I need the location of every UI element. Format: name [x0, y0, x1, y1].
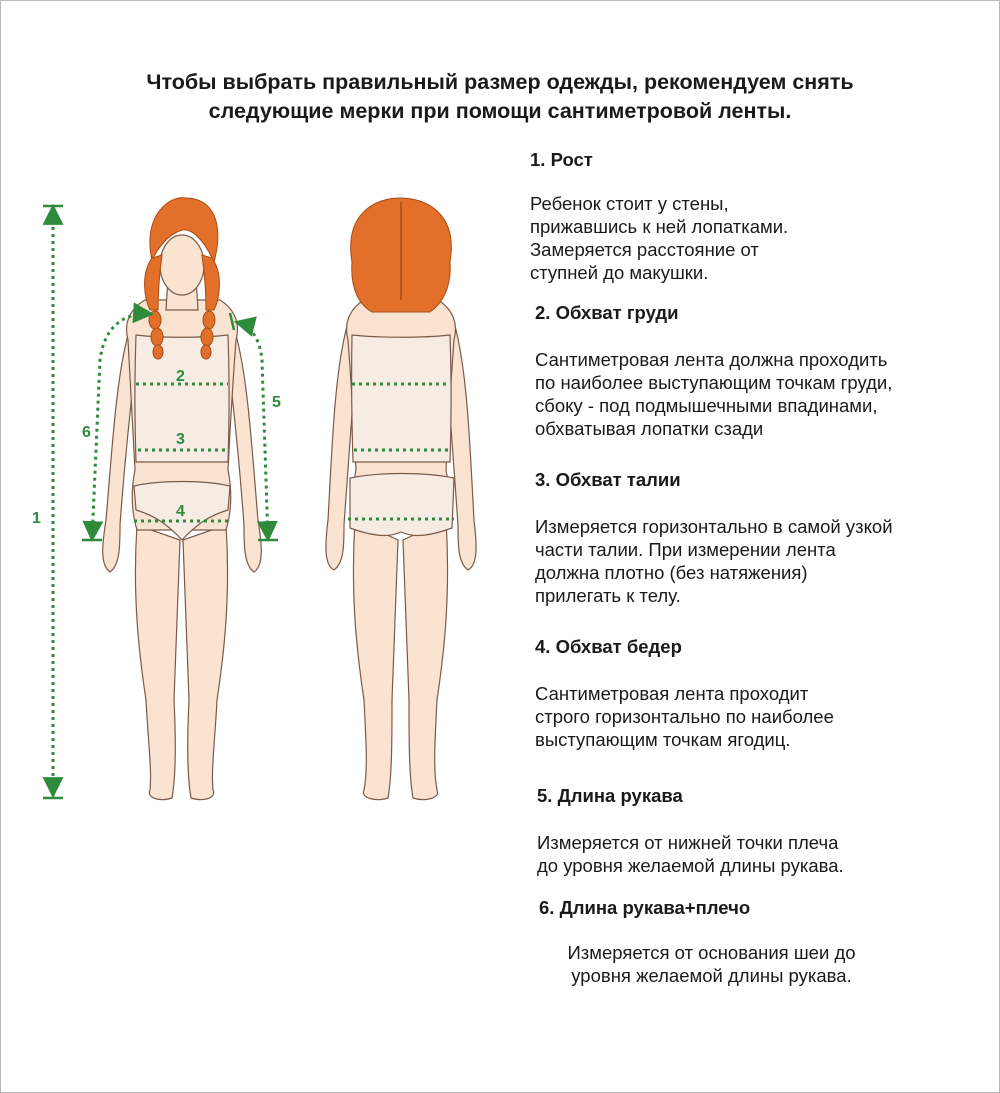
back-figure	[326, 198, 476, 800]
section-body: Сантиметровая лента должна проходить по наиболее выступающим точкам груди, сбоку - под подмышечными впадинами, обхватывая лопатки сзади	[535, 349, 893, 439]
label-waist: 3	[176, 431, 185, 448]
section-heading: 4. Обхват бедер	[535, 636, 682, 657]
section-chest	[535, 302, 975, 440]
section-waist	[535, 469, 975, 607]
section-body: Ребенок стоит у стены, прижавшись к ней лопатками. Замеряется расстояние от ступней до макушки.	[530, 193, 789, 283]
label-height: 1	[32, 510, 41, 527]
title-line-1: Чтобы выбрать правильный размер одежды, рекомендуем снять	[146, 70, 854, 94]
section-heading: 1. Рост	[530, 149, 593, 170]
label-chest: 2	[176, 368, 185, 385]
section-heading: 5. Длина рукава	[537, 785, 683, 806]
title-line-2: следующие мерки при помощи сантиметровой ленты.	[208, 99, 792, 123]
front-legs	[135, 525, 227, 800]
section-heading: 6. Длина рукава+плечо	[539, 897, 751, 918]
section-sleeve	[537, 785, 977, 877]
back-legs	[353, 520, 447, 800]
back-hair	[351, 198, 452, 312]
section-hips	[535, 636, 975, 751]
section-heading: 3. Обхват талии	[535, 469, 681, 490]
front-face	[160, 235, 204, 295]
section-heading: 2. Обхват груди	[535, 302, 679, 323]
back-briefs	[350, 474, 454, 536]
section-body: Сантиметровая лента проходит строго горизонтально по наиболее выступающим точкам ягодиц.	[535, 683, 834, 750]
back-top	[352, 335, 452, 462]
label-sleeve: 5	[272, 394, 281, 411]
section-sleeve-shoulder	[539, 897, 979, 987]
label-hips: 4	[176, 503, 185, 520]
front-figure	[103, 198, 262, 800]
section-height	[530, 149, 970, 284]
measurement-figure	[0, 0, 500, 830]
section-body: Измеряется горизонтально в самой узкой части талии. При измерении лента должна плотно (без натяжения) прилегать к телу.	[535, 516, 893, 606]
section-body: Измеряется от нижней точки плеча до уровня желаемой длины рукава.	[537, 832, 844, 876]
label-sleeve-shoulder: 6	[82, 424, 91, 441]
section-body: Измеряется от основания шеи до уровня желаемой длины рукава.	[567, 942, 856, 986]
